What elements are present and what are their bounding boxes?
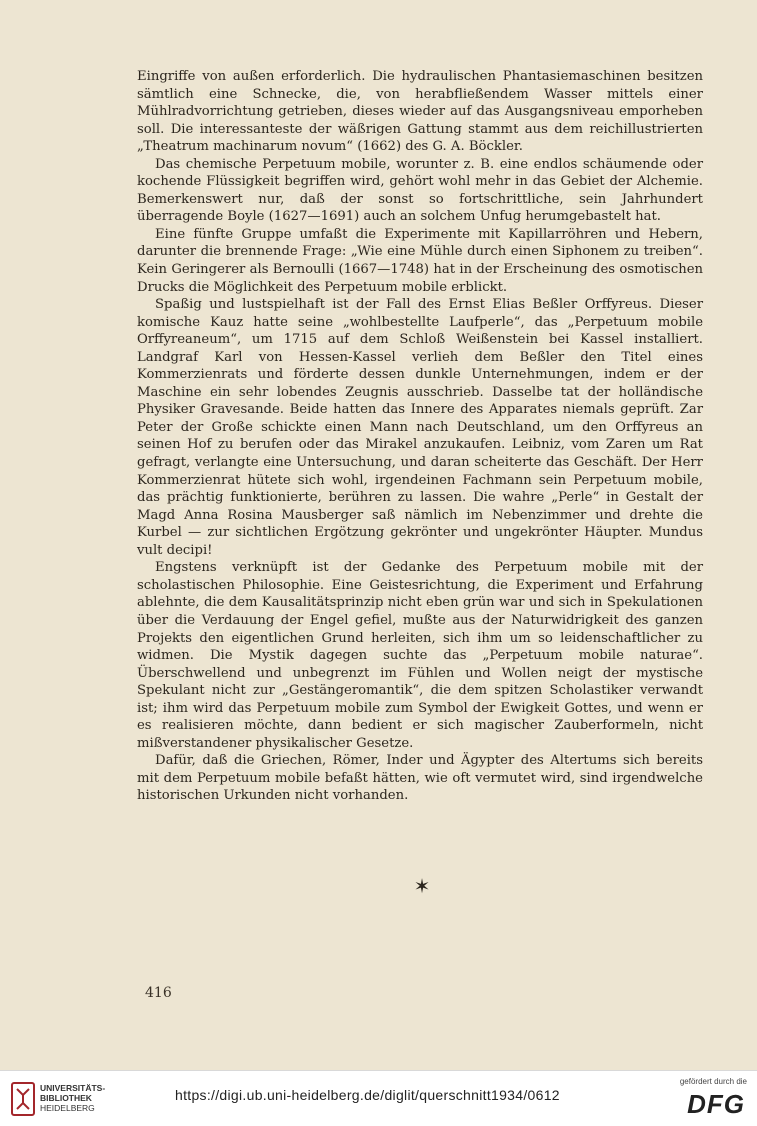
paragraph: Eingriffe von außen erforderlich. Die hydraulischen Phantasiemaschinen besitzen sämtlich eine Schnecke, die, von herabfließendem Wasser mittels einer Mühlradvorrichtung getrieben, dieses wieder auf das Ausgangsniveau emporheben soll. Die interessanteste der wäßrigen Gattung stammt aus dem reichillustrierten „Theatrum machinarum novum“ (1662) des G. A. Böckler.	[137, 69, 703, 155]
library-name-line: BIBLIOTHEK	[40, 1093, 92, 1103]
paragraph: Spaßig und lustspielhaft ist der Fall des Ernst Elias Beßler Orffyreus. Dieser komische Kauz hatte seine „wohlbestellte Laufperle“, das „Perpetuum mobile Orffyreaneum“, um 1715 auf dem Schloß Weißenstein bei Kassel installiert. Landgraf Karl von Hessen-Kassel verlieh dem Beßler den Titel eines Kommerzienrats und förderte dessen dunkle Unternehmungen, indem er der Maschine ein sehr lobendes Zeugnis ausschrieb. Dasselbe tat der holländische Physiker Gravesande. Beide hatten das Innere des Apparates niemals geprüft. Zar Peter der Große schickte einen Mann nach Deutschland, um den Orffyreus an seinen Hof zu berufen oder das Mirakel anzukaufen. Leibniz, vom Zaren um Rat gefragt, verlangte eine Untersuchung, und daran scheiterte das Geschäft. Der Herr Kommerzienrat hütete sich wohl, irgendeinen Fachmann sein Perpetuum mobile, das prächtig funktionierte, berühren zu lassen. Die wahre „Perle“ in Gestalt der Magd Anna Rosina Mausberger saß nämlich im Nebenzimmer und drehte die Kurbel — zur sichtlichen Ergötzung gekrönter und ungekrönter Häupter. Mundus vult decipi!	[137, 297, 703, 558]
page-number: 416	[145, 985, 172, 1001]
viewer-footer	[0, 1070, 757, 1126]
dfg-logo: DFG	[687, 1089, 745, 1119]
university-seal-icon	[10, 1081, 36, 1117]
library-name-line: UNIVERSITÄTS-	[40, 1083, 106, 1093]
paragraph: Das chemische Perpetuum mobile, worunter z. B. eine endlos schäumende oder kochende Flüssigkeit begriffen wird, gehört wohl mehr in das Gebiet der Alchemie. Bemerkenswert nur, daß der sonst so fortschrittliche, sein Jahrhundert überragende Boyle (1627—1691) auch an solchem Unfug herumgebastelt hat.	[137, 156, 703, 225]
permalink-url[interactable]: https://digi.ub.uni-heidelberg.de/diglit/querschnitt1934/0612	[175, 1087, 560, 1103]
asterism-ornament: ✶	[413, 874, 431, 898]
paragraph: Eine fünfte Gruppe umfaßt die Experimente mit Kapillarröhren und Hebern, darunter die brennende Frage: „Wie eine Mühle durch einen Siphonem zu treiben“. Kein Geringerer als Bernoulli (1667—1748) hat in der Erscheinung des osmotischen Drucks die Möglichkeit des Perpetuum mobile erblickt.	[137, 226, 703, 295]
paragraph: Engstens verknüpft ist der Gedanke des Perpetuum mobile mit der scholastischen Philosophie. Eine Geistesrichtung, die Experiment und Erfahrung ablehnte, die dem Kausalitätsprinzip nicht eben grün war und sich in Spekulationen über die Verdauung der Engel gefiel, mußte aus der Naturwidrigkeit des ganzen Projekts den eigentlichen Grund herleiten, sich ihm um so leidenschaftlicher zu widmen. Die Mystik dagegen suchte das „Perpetuum mobile naturae“. Überschwellend und unbegrenzt im Fühlen und Wollen neigt der mystische Spekulant nicht zur „Gestängeromantik“, die dem spitzen Scholastiker verwandt ist; ihm wird das Perpetuum mobile zum Symbol der Ewigkeit Gottes, und wenn er es realisieren möchte, dann bedient er sich magischer Zauberformeln, nicht mißverstandener physikalischer Gesetze.	[137, 560, 703, 751]
funded-by-label: gefördert durch die	[679, 1077, 747, 1086]
library-name-line: HEIDELBERG	[40, 1103, 95, 1113]
body-text	[137, 68, 703, 805]
library-name	[40, 1083, 105, 1113]
paragraph: Dafür, daß die Griechen, Römer, Inder und Ägypter des Altertums sich bereits mit dem Perpetuum mobile befaßt hätten, wie oft vermutet wird, sind irgendwelche historischen Urkunden nicht vorhanden.	[137, 753, 703, 804]
